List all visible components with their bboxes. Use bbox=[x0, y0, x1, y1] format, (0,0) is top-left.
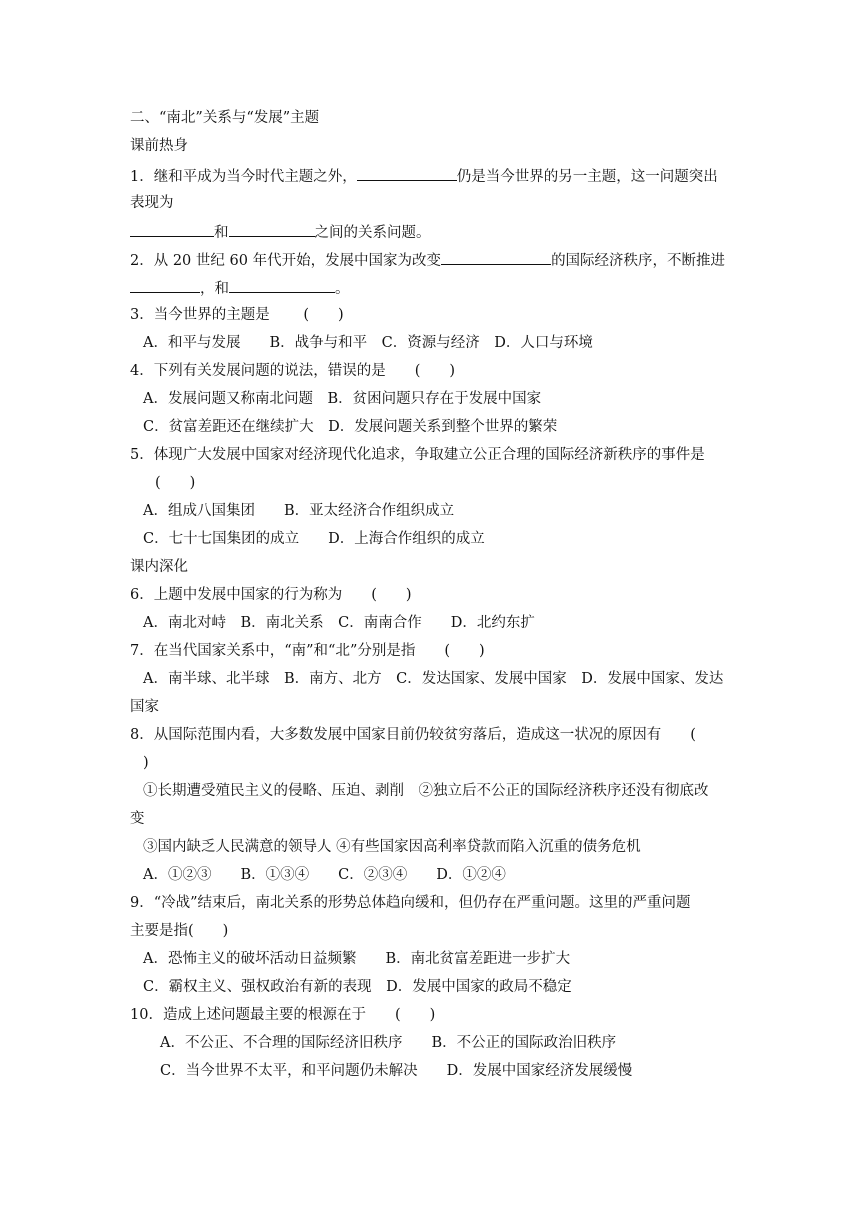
question-8-item-1: ①长期遭受殖民主义的侵略、压迫、剥削 ②独立后不公正的国际经济秩序还没有彻底改 bbox=[143, 783, 709, 799]
q1-and: 和 bbox=[214, 225, 229, 241]
question-8-options: A．①②③ B．①③④ C．②③④ D．①②④ bbox=[143, 867, 506, 883]
question-5-options-2: C．七十七国集团的成立 D．上海合作组织的成立 bbox=[143, 531, 485, 547]
question-8-stem: 8．从国际范围内看，大多数发展中国家目前仍较贫穷落后，造成这一状况的原因有 ( bbox=[130, 727, 696, 743]
question-2-line1 bbox=[130, 249, 725, 271]
question-6-stem: 6．上题中发展中国家的行为称为 ( ) bbox=[130, 587, 412, 603]
question-9-stem-cont: 主要是指( ) bbox=[130, 923, 229, 939]
question-2-line2 bbox=[130, 277, 350, 299]
q1-blank-3 bbox=[229, 221, 315, 237]
q2-comma-and: ，和 bbox=[200, 281, 229, 297]
question-10-options-2: C．当今世界不太平，和平问题仍未解决 D．发展中国家经济发展缓慢 bbox=[160, 1063, 633, 1079]
question-3-stem: 3．当今世界的主题是 ( ) bbox=[130, 307, 344, 323]
question-7-options-cont: 国家 bbox=[130, 699, 159, 715]
q2-blank-2 bbox=[130, 277, 200, 293]
q2-end: 。 bbox=[335, 281, 350, 297]
question-5-stem: 5．体现广大发展中国家对经济现代化追求，争取建立公正合理的国际经济新秩序的事件是 bbox=[130, 447, 705, 463]
question-1-line1 bbox=[130, 165, 718, 187]
question-5-paren: ( ) bbox=[155, 475, 196, 491]
q1-end: 之间的关系问题。 bbox=[314, 225, 431, 241]
question-7-stem: 7．在当代国家关系中，“南”和“北”分别是指 ( ) bbox=[130, 643, 485, 659]
question-8-item-1-cont: 变 bbox=[130, 811, 145, 827]
q1-mid: 仍是当今世界的另一主题，这一问题突出 bbox=[456, 169, 718, 185]
part-heading-deepen: 课内深化 bbox=[130, 559, 188, 575]
question-4-stem: 4．下列有关发展问题的说法，错误的是 ( ) bbox=[130, 363, 456, 379]
q1-blank-2 bbox=[130, 221, 214, 237]
question-5-options-1: A．组成八国集团 B．亚太经济合作组织成立 bbox=[143, 503, 455, 519]
question-8-item-2: ③国内缺乏人民满意的领导人 ④有些国家因高利率贷款而陷入沉重的债务危机 bbox=[143, 839, 641, 855]
section-title: 二、“南北”关系与“发展”主题 bbox=[130, 110, 320, 126]
q1-prefix: 1．继和平成为当今时代主题之外， bbox=[130, 169, 357, 185]
question-6-options: A．南北对峙 B．南北关系 C．南南合作 D．北约东扩 bbox=[143, 615, 535, 631]
q2-blank-1 bbox=[441, 249, 551, 265]
question-7-options: A．南半球、北半球 B．南方、北方 C．发达国家、发展中国家 D．发展中国家、发达 bbox=[143, 671, 724, 687]
q2-prefix: 2．从 20 世纪 60 年代开始，发展中国家为改变 bbox=[130, 253, 442, 269]
question-9-options-2: C．霸权主义、强权政治有新的表现 D．发展中国家的政局不稳定 bbox=[143, 979, 572, 995]
part-heading-warmup: 课前热身 bbox=[130, 138, 188, 154]
question-10-options-1: A．不公正、不合理的国际经济旧秩序 B．不公正的国际政治旧秩序 bbox=[160, 1035, 617, 1051]
question-4-options-1: A．发展问题又称南北问题 B．贫困问题只存在于发展中国家 bbox=[143, 391, 542, 407]
question-3-options: A．和平与发展 B．战争与和平 C．资源与经济 D．人口与环境 bbox=[143, 335, 593, 351]
question-9-options-1: A．恐怖主义的破坏活动日益频繁 B．南北贫富差距进一步扩大 bbox=[143, 951, 571, 967]
q2-blank-3 bbox=[229, 277, 335, 293]
question-9-stem: 9．“冷战”结束后，南北关系的形势总体趋向缓和，但仍存在严重问题。这里的严重问题 bbox=[130, 895, 691, 911]
q1-blank-1 bbox=[357, 165, 457, 181]
q2-mid: 的国际经济秩序，不断推进 bbox=[551, 253, 726, 269]
question-10-stem: 10．造成上述问题最主要的根源在于 ( ) bbox=[130, 1007, 436, 1023]
question-1-line2: 表现为 bbox=[130, 195, 174, 211]
question-4-options-2: C．贫富差距还在继续扩大 D．发展问题关系到整个世界的繁荣 bbox=[143, 419, 558, 435]
question-8-paren-end: ) bbox=[143, 755, 149, 771]
question-1-line3 bbox=[130, 221, 431, 243]
